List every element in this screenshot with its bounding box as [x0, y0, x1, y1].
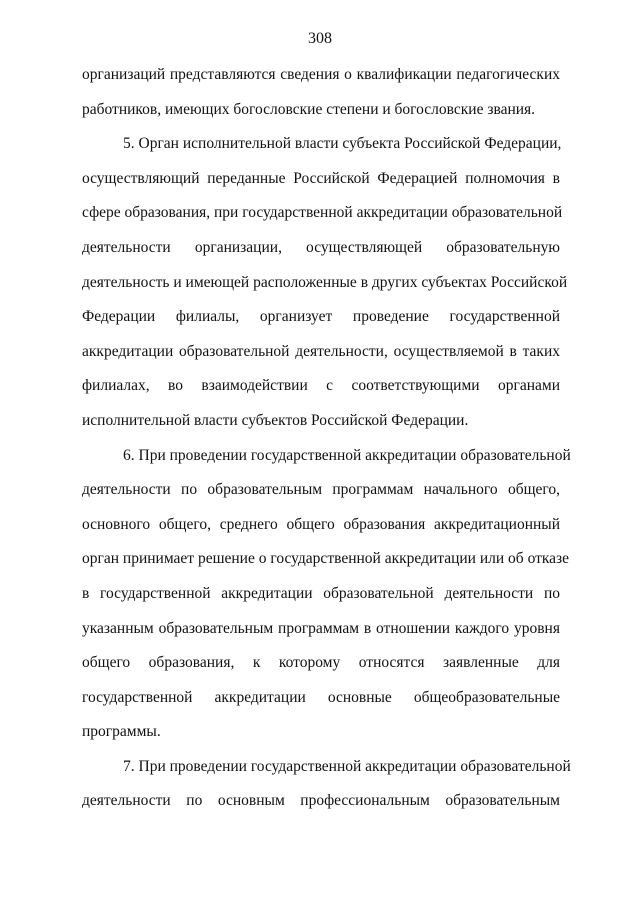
text-line: 7. При проведении государственной аккредитации образовательной [123, 757, 571, 775]
text-line: исполнительной власти субъектов Российской Федерации. [82, 411, 469, 429]
text-line: основного общего, среднего общего образования аккредитационный [82, 515, 560, 533]
text-line: сфере образования, при государственной аккредитации образовательной [82, 204, 563, 222]
text-line: орган принимает решение о государственной аккредитации или об отказе [82, 550, 570, 568]
body-text [82, 62, 571, 823]
text-line: общего образования, к которому относятся заявленные для [82, 654, 560, 672]
text-line: филиалах, во взаимодействии с соответствующими органами [82, 377, 560, 395]
text-line: государственной аккредитации основные общеобразовательные [82, 688, 560, 706]
text-line: организаций представляются сведения о квалификации педагогических [82, 66, 560, 83]
text-line: работников, имеющих богословские степени и богословские звания. [82, 100, 536, 118]
text-line: программы. [82, 723, 161, 741]
text-line: указанным образовательным программам в отношении каждого уровня [82, 619, 560, 637]
text-line: осуществляющий переданные Российской Федерацией полномочия в [82, 169, 560, 187]
page-number: 308 [308, 30, 332, 47]
text-line: в государственной аккредитации образовательной деятельности по [82, 584, 560, 602]
text-line: 5. Орган исполнительной власти субъекта Российской Федерации, [123, 135, 562, 153]
text-line: деятельности организации, осуществляющей образовательную [82, 238, 560, 256]
text-line: деятельности по образовательным программам начального общего, [82, 481, 560, 499]
text-line: 6. При проведении государственной аккредитации образовательной [123, 446, 571, 464]
text-line: деятельность и имеющей расположенные в других субъектах Российской [82, 273, 568, 291]
text-line: Федерации филиалы, организует проведение государственной [82, 308, 560, 326]
text-line: деятельности по основным профессиональным образовательным [82, 792, 560, 810]
text-line: аккредитации образовательной деятельности, осуществляемой в таких [82, 342, 560, 360]
